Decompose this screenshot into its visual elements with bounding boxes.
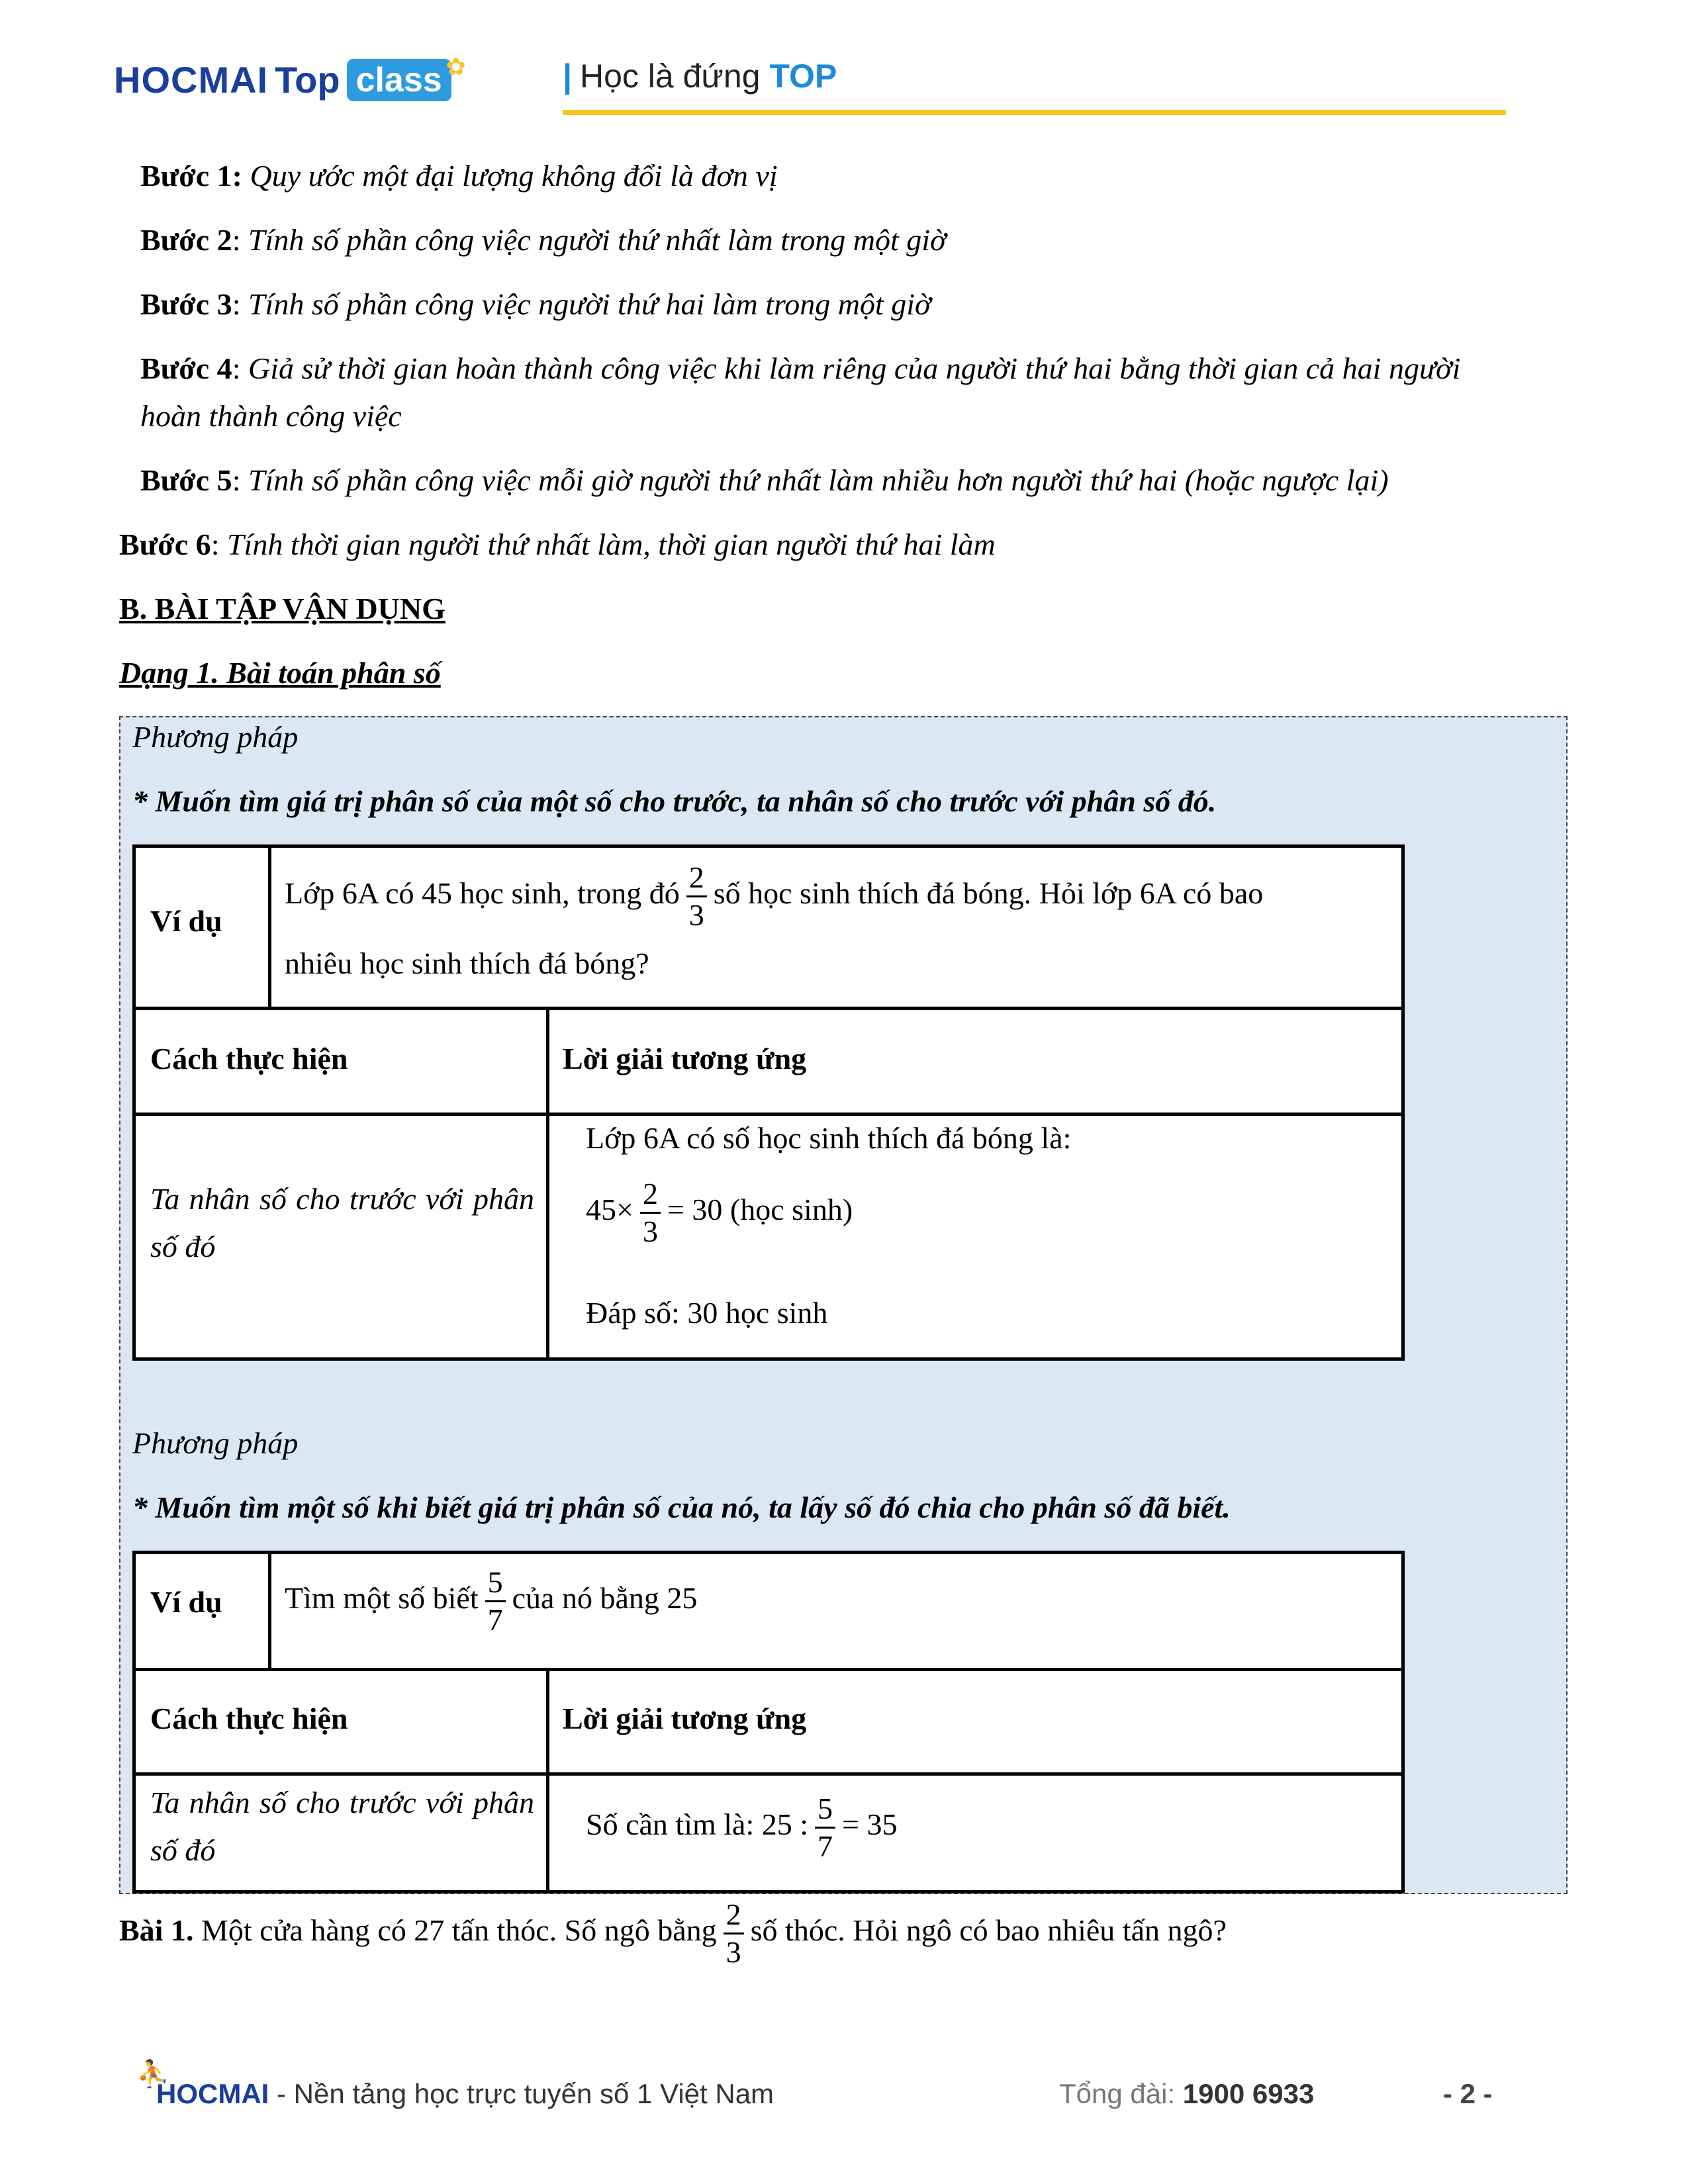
how-text: Ta nhân số cho trước với phân số đó: [150, 1786, 534, 1867]
example-table-2: [132, 1551, 1405, 1893]
tagline-top: TOP: [769, 58, 837, 95]
fraction: [724, 1899, 744, 1968]
step-5: [140, 457, 1577, 504]
fraction-denominator: 3: [688, 898, 704, 932]
calc-pre: Số cần tìm là: 25 :: [586, 1807, 809, 1842]
table-divider: [136, 1007, 1401, 1010]
step-colon: :: [232, 463, 241, 497]
col-header-solution: Lời giải tương ứng: [563, 1702, 807, 1735]
step-text: Quy ước một đại lượng không đổi là đơn vị: [250, 159, 778, 193]
step-colon: :: [232, 287, 241, 321]
example-text-post: số học sinh thích đá bóng. Hỏi lớp 6A có bao: [713, 876, 1264, 911]
solution-answer: Đáp số: 30 học sinh: [586, 1296, 828, 1330]
solution-line1: Lớp 6A có số học sinh thích đá bóng là:: [586, 1121, 1072, 1155]
step-label: Bước 5: [140, 463, 232, 497]
hotline-number: 1900 6933: [1182, 2078, 1315, 2109]
method-title: Phương pháp: [132, 1426, 299, 1460]
col-header-how: Cách thực hiện: [150, 1702, 348, 1735]
footer-logo-text: HOCMAI: [156, 2078, 269, 2109]
fraction-denominator: 3: [726, 1935, 741, 1969]
footer-hotline: [1059, 2078, 1314, 2110]
table-divider: [136, 1772, 1401, 1776]
exercise-label: Bài 1.: [119, 1913, 194, 1948]
step-label: Bước 3: [140, 287, 232, 321]
step-text: Tính số phần công việc người thứ nhất làm trong một giờ: [248, 223, 947, 257]
step-colon: :: [211, 527, 220, 561]
example-label: Ví dụ: [150, 1585, 222, 1619]
table-divider: [546, 1668, 549, 1890]
example-text-pre: Lớp 6A có 45 học sinh, trong đó: [285, 876, 680, 911]
step-2: [140, 216, 1577, 264]
calc-pre: 45×: [586, 1193, 633, 1227]
step-colon: :: [232, 351, 241, 385]
step-text: Tính thời gian người thứ nhất làm, thời gian người thứ hai làm: [226, 527, 996, 561]
subsection-heading: Dạng 1. Bài toán phân số: [119, 656, 441, 690]
calc-post: = 35: [842, 1807, 898, 1842]
step-6: [119, 521, 1569, 569]
col-header-solution: Lời giải tương ứng: [563, 1042, 807, 1075]
tagline-text: Học là đứng: [580, 58, 761, 95]
step-1: [140, 152, 1577, 200]
fraction: [485, 1567, 506, 1635]
footer-brand: [136, 2060, 774, 2110]
method-title: Phương pháp: [132, 720, 299, 754]
hocmai-topclass-logo: [114, 52, 466, 111]
step-text: Tính số phần công việc mỗi giờ người thứ nhất làm nhiều hơn người thứ hai (hoặc ngược lại): [248, 463, 1389, 497]
fraction-numerator: 5: [485, 1567, 506, 1602]
table-divider: [546, 1007, 549, 1357]
section-heading: B. BÀI TẬP VẬN DỤNG: [119, 592, 445, 625]
header-divider: [563, 110, 1506, 115]
footer-description: - Nền tảng học trực tuyến số 1 Việt Nam: [269, 2078, 774, 2109]
example-text-post: của nó bằng 25: [512, 1581, 698, 1615]
hotline-label: Tổng đài:: [1059, 2078, 1183, 2109]
example-table-1: [132, 844, 1405, 1361]
example-text: [285, 1567, 697, 1635]
step-label: Bước 1:: [140, 159, 242, 193]
exercise-text-post: số thóc. Hỏi ngô có bao nhiêu tấn ngô?: [750, 1913, 1227, 1948]
logo-class-badge: [347, 52, 466, 101]
fraction: [640, 1179, 661, 1247]
fraction-denominator: 7: [487, 1603, 503, 1637]
fraction: [815, 1794, 835, 1862]
example-text-pre: Tìm một số biết: [285, 1581, 479, 1615]
method-rule: * Muốn tìm một số khi biết giá trị phân số của nó, ta lấy số đó chia cho phân số đã biết.: [132, 1490, 1231, 1524]
logo-class-text: class: [355, 60, 442, 99]
solution-calc: [586, 1794, 897, 1862]
fraction-denominator: 3: [642, 1214, 658, 1248]
logo-hocmai-text: HOCMAI: [114, 59, 269, 101]
step-label: Bước 4: [140, 351, 232, 385]
fraction-numerator: 2: [724, 1899, 744, 1934]
people-icon: ⛹: [136, 2060, 169, 2089]
step-4-continuation: hoàn thành công việc: [140, 399, 402, 433]
col-header-how: Cách thực hiện: [150, 1042, 348, 1075]
step-label: Bước 2: [140, 223, 232, 257]
fraction-numerator: 5: [815, 1794, 835, 1829]
step-3: [140, 281, 1577, 328]
solution-calc: [586, 1179, 853, 1247]
footer-logo: [136, 2060, 269, 2109]
exercise-text-pre: Một cửa hàng có 27 tấn thóc. Số ngô bằng: [201, 1913, 717, 1948]
how-text: Ta nhân số cho trước với phân số đó: [150, 1182, 534, 1263]
fraction-numerator: 2: [686, 862, 707, 897]
method-rule: * Muốn tìm giá trị phân số của một số cho trước, ta nhân số cho trước với phân số đó.: [132, 784, 1217, 818]
step-4: [140, 345, 1577, 392]
exercise-1: [119, 1899, 1569, 1968]
step-text: Tính số phần công việc người thứ hai làm trong một giờ: [248, 287, 931, 321]
step-colon: :: [232, 223, 241, 257]
fraction-numerator: 2: [640, 1179, 661, 1214]
calc-post: = 30 (học sinh): [667, 1193, 853, 1227]
table-divider: [136, 1668, 1401, 1671]
table-divider: [268, 848, 271, 1007]
logo-top-text: Top: [275, 59, 340, 101]
fraction: [686, 862, 707, 931]
step-text: Giả sử thời gian hoàn thành công việc khi làm riêng của người thứ hai bằng thời gian cả hai người: [248, 351, 1461, 385]
tagline-separator: |: [563, 58, 572, 95]
step-label: Bước 6: [119, 527, 211, 561]
table-divider: [136, 1113, 1401, 1116]
example-text-line2: nhiêu học sinh thích đá bóng?: [285, 946, 649, 980]
example-label: Ví dụ: [150, 904, 222, 938]
example-text: [285, 862, 1397, 931]
sun-icon: ✿: [445, 52, 466, 80]
header-tagline: [563, 57, 837, 95]
fraction-denominator: 7: [818, 1829, 833, 1863]
page-number: - 2 -: [1443, 2078, 1493, 2109]
table-divider: [268, 1554, 271, 1668]
